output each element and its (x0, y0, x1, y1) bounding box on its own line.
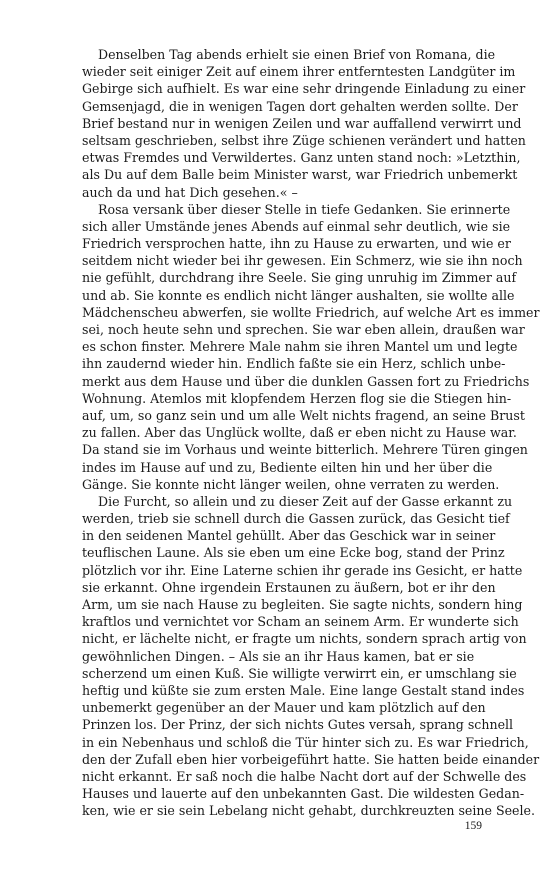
page-number: 159 (464, 820, 482, 832)
text-line: als Du auf dem Balle beim Minister warst, war Friedrich unbemerkt (82, 167, 518, 183)
text-line: Mädchenscheu abwerfen, sie wollte Friedrich, auf welche Art es immer (82, 304, 540, 320)
text-line: scherzend um einen Kuß. Sie willigte verwirrt ein, er umschlang sie (82, 665, 517, 681)
text-line: Gebirge sich aufhielt. Es war eine sehr dringende Einladung zu einer (82, 81, 526, 97)
text-line: auf, um, so ganz sein und um alle Welt nichts fragend, an seine Brust (82, 407, 525, 423)
text-line: es schon finster. Mehrere Male nahm sie ihren Mantel um und legte (82, 339, 518, 355)
paragraph-2 (82, 201, 540, 493)
text-line: Da stand sie im Vorhaus und weinte bitterlich. Mehrere Türen gingen (82, 442, 528, 458)
text-line: Die Furcht, so allein und zu dieser Zeit auf der Gasse erkannt zu (98, 493, 513, 509)
text-line: indes im Hause auf und zu, Bediente eilten hin und her über die (82, 459, 493, 475)
text-line: in den seidenen Mantel gehüllt. Aber das Geschick war in seiner (82, 528, 496, 544)
text-line: teuflischen Laune. Als sie eben um eine Ecke bog, stand der Prinz (82, 545, 505, 561)
text-line: Friedrich versprochen hatte, ihn zu Hause zu erwarten, und wie er (82, 236, 511, 252)
text-line: den der Zufall eben hier vorbeigeführt hatte. Sie hatten beide einander (82, 751, 540, 767)
text-line: gewöhnlichen Dingen. – Als sie an ihr Haus kamen, bat er sie (82, 648, 475, 664)
text-line: Denselben Tag abends erhielt sie einen Brief von Romana, die (98, 47, 496, 62)
text-line: Rosa versank über dieser Stelle in tiefe Gedanken. Sie erinnerte (98, 201, 511, 217)
text-line: und ab. Sie konnte es endlich nicht länger aushalten, sie wollte alle (82, 287, 515, 303)
text-line: Hauses und lauerte auf den unbekannten Gast. Die wildesten Gedan- (82, 786, 525, 802)
text-line: seltsam geschrieben, selbst ihre Züge schienen verändert und hatten (82, 132, 526, 148)
text-line: sich aller Umstände jenes Abends auf einmal sehr deutlich, wie sie (82, 218, 511, 234)
text-line: Brief bestand nur in wenigen Zeilen und war auffallend verwirrt und (82, 115, 522, 131)
text-line: ihn zaudernd wieder hin. Endlich faßte sie ein Herz, schlich unbe- (82, 356, 506, 372)
text-line: werden, trieb sie schnell durch die Gassen zurück, das Gesicht tief (82, 511, 510, 527)
text-line: Wohnung. Atemlos mit klopfendem Herzen flog sie die Stiegen hin- (82, 390, 512, 406)
text-line: ken, wie er sie sein Lebelang nicht gehabt, durchkreuzten seine Seele. (82, 803, 535, 819)
text-line: in ein Nebenhaus und schloß die Tür hinter sich zu. Es war Friedrich, (82, 734, 529, 750)
text-line: seitdem nicht wieder bei ihr gewesen. Ein Schmerz, wie sie ihn noch (82, 253, 523, 269)
text-line: sei, noch heute sehn und sprechen. Sie war eben allein, draußen war (82, 322, 525, 337)
paragraph-1 (82, 46, 526, 201)
text-line: Arm, um sie nach Hause zu begleiten. Sie sagte nichts, sondern hing (82, 597, 523, 612)
text-line: heftig und küßte sie zum ersten Male. Eine lange Gestalt stand indes (82, 682, 525, 698)
text-line: nicht erkannt. Er saß noch die halbe Nacht dort auf der Schwelle des (82, 768, 527, 784)
text-line: nie gefühlt, durchdrang ihre Seele. Sie ging unruhig im Zimmer auf (82, 270, 517, 286)
text-line: Prinzen los. Der Prinz, der sich nichts Gutes versah, sprang schnell (82, 717, 514, 733)
text-line: Gänge. Sie konnte nicht länger weilen, ohne verraten zu werden. (82, 476, 500, 492)
text-line: unbemerkt gegenüber an der Mauer und kam plötzlich auf den (82, 700, 486, 716)
paragraph-3 (82, 493, 540, 820)
text-line: plötzlich vor ihr. Eine Laterne schien ihr gerade ins Gesicht, er hatte (82, 562, 523, 578)
page-body (82, 46, 540, 819)
text-line: kraftlos und vernichtet vor Scham an seinem Arm. Er wunderte sich (82, 614, 519, 630)
text-line: nicht, er lächelte nicht, er fragte um nichts, sondern sprach artig von (82, 631, 527, 647)
text-line: auch da und hat Dich gesehen.« – (82, 184, 298, 200)
text-line: sie erkannt. Ohne irgendein Erstaunen zu äußern, bot er ihr den (82, 579, 496, 595)
text-line: Gemsenjagd, die in wenigen Tagen dort gehalten werden sollte. Der (82, 98, 518, 114)
text-line: etwas Fremdes und Verwildertes. Ganz unten stand noch: »Letzthin, (82, 150, 521, 166)
text-line: zu fallen. Aber das Unglück wollte, daß er eben nicht zu Hause war. (82, 425, 517, 441)
text-line: wieder seit einiger Zeit auf einem ihrer entferntesten Landgüter im (82, 64, 516, 80)
text-line: merkt aus dem Hause und über die dunklen Gassen fort zu Friedrichs (82, 373, 530, 389)
